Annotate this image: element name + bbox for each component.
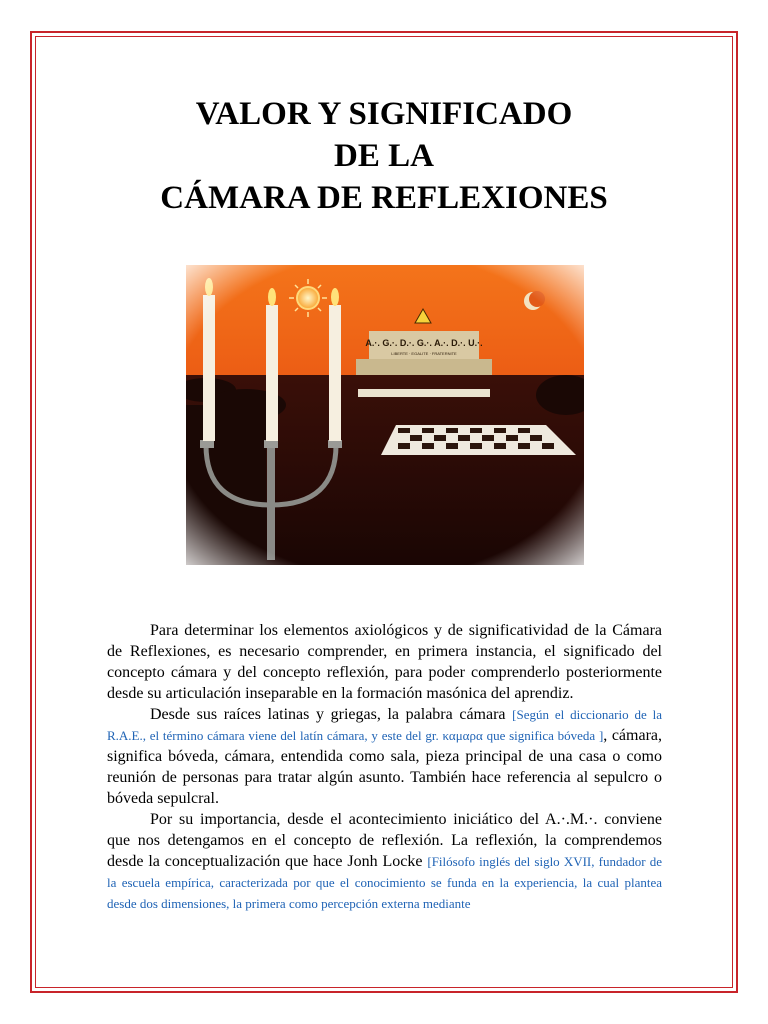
lodge-photo <box>186 265 584 565</box>
lodge-photo-illustration <box>186 265 584 565</box>
title-line-1: VALOR Y SIGNIFICADO <box>195 96 573 132</box>
footnote-rae: [Según el diccionario de la R.A.E., el término cámara viene del latín cámara, y este del gr. καμαρα que significa bóveda ] <box>107 707 662 743</box>
document-title <box>0 93 768 219</box>
footnote-locke: [Filósofo inglés del siglo XVII, fundador de la escuela empírica, caracterizada por que el conocimiento se funda en la experiencia, la cual plantea desde dos dimensiones, la primera como percepción externa mediante <box>107 854 663 911</box>
title-line-2: DE LA <box>334 138 434 174</box>
paragraph-2: Desde sus raíces latinas y griegas, la palabra cámara [Según el diccionario de la R.A.E., el término cámara viene del latín cámara, y este del gr. καμαρα que significa bóveda ], cámara, significa bóveda, cámara, entendida como sala, pieza principal de una casa o como reunión de personas para tratar algún asunto. También hace referencia al sepulcro o bóveda sepulcral. <box>107 706 662 807</box>
title-line-3: CÁMARA DE REFLEXIONES <box>160 180 608 216</box>
paragraph-3: Por su importancia, desde el acontecimiento iniciático del A.·.M.·. conviene que nos detengamos en el concepto de reflexión. La reflexión, la comprendemos desde la conceptualización que hace Jonh Locke [Filósofo inglés del siglo XVII, fundador de la escuela empírica, caracterizada por que el conocimiento se funda en la experiencia, la cual plantea desde dos dimensiones, la primera como percepción externa mediante <box>107 811 663 911</box>
body-text <box>107 620 662 914</box>
paragraph-1: Para determinar los elementos axiológicos y de significatividad de la Cámara de Reflexiones, es necesario comprender, en primera instancia, el significado del concepto cámara y del concepto reflexión, para poder comprenderlo posteriormente desde su articulación inseparable en la formación masónica del aprendiz. <box>107 622 662 702</box>
